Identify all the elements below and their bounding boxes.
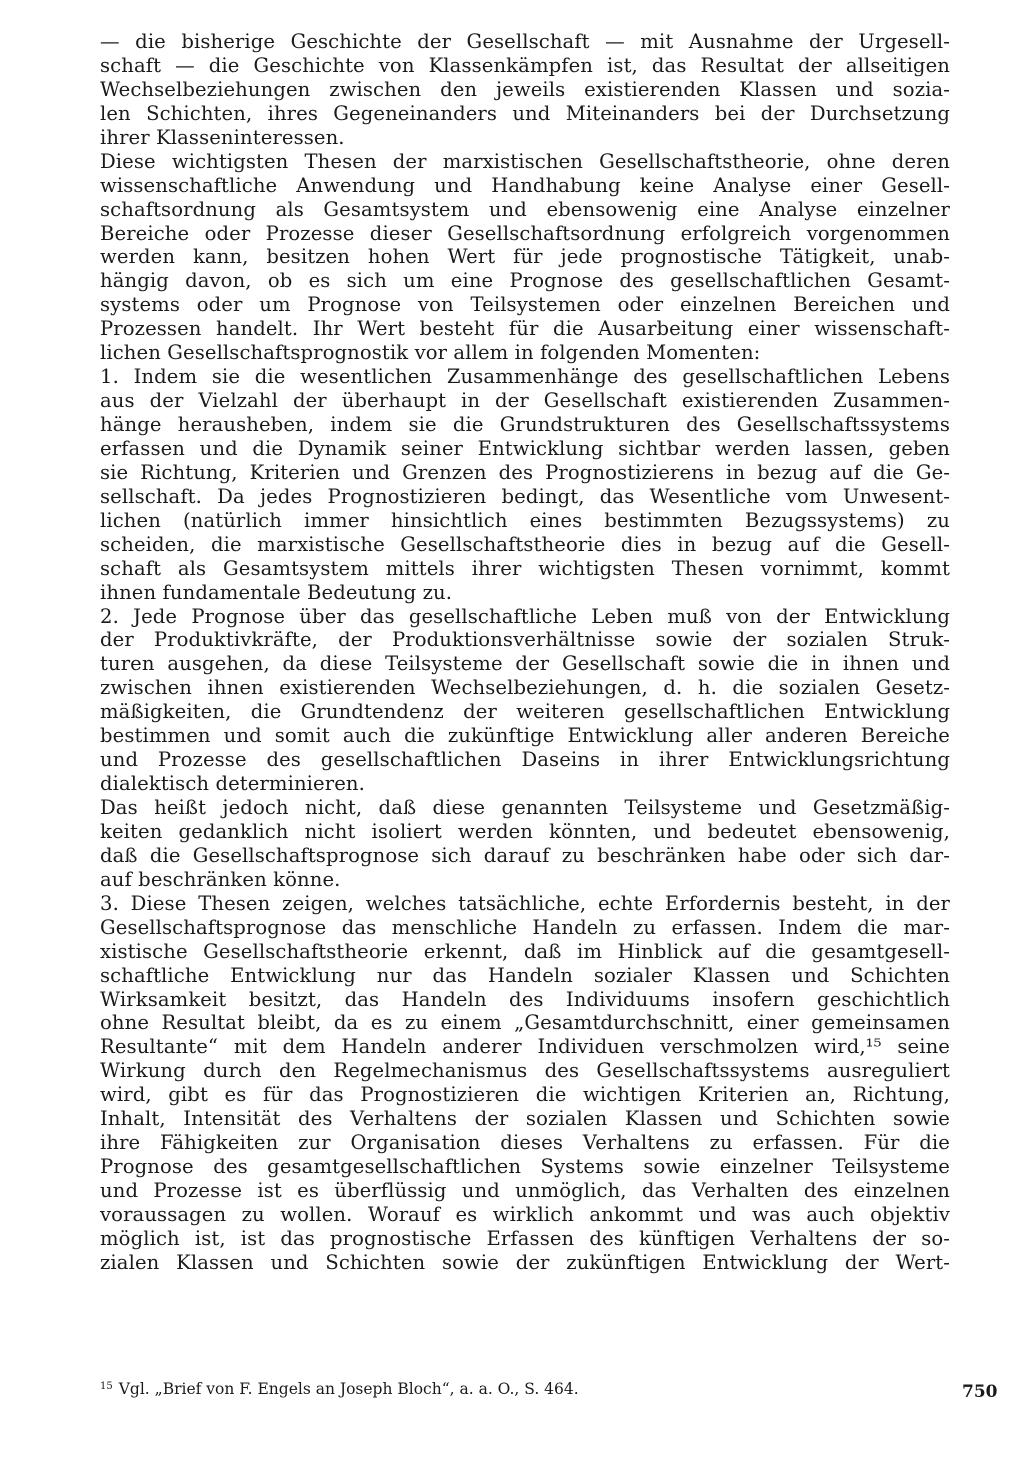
- text-line: turen ausgehen, da diese Teilsysteme der Gesellschaft sowie die in ihnen und: [100, 652, 950, 676]
- text-line: Wirksamkeit besitzt, das Handeln des Individuums insofern geschichtlich: [100, 987, 950, 1011]
- text-line: schaft als Gesamtsystem mittels ihrer wichtigsten Thesen vornimmt, kommt: [100, 556, 950, 580]
- text-line: lichen Gesellschaftsprognostik vor allem in folgenden Momenten:: [100, 341, 761, 365]
- text-line: voraussagen zu wollen. Worauf es wirklich ankommt und was auch objektiv: [100, 1202, 950, 1226]
- text-line: der Produktivkräfte, der Produktionsverhältnisse sowie der sozialen Struk-: [100, 628, 950, 652]
- text-line: scheiden, die marxistische Gesellschaftstheorie dies in bezug auf die Gesell-: [100, 532, 950, 556]
- body-text: [100, 30, 950, 1275]
- text-line: sie Richtung, Kriterien und Grenzen des Prognostizierens in bezug auf die Ge-: [100, 460, 950, 484]
- text-line: Diese wichtigsten Thesen der marxistischen Gesellschaftstheorie, ohne deren: [100, 149, 950, 173]
- text-line: 1. Indem sie die wesentlichen Zusammenhänge des gesellschaftlichen Lebens: [100, 365, 950, 389]
- text-line: lichen (natürlich immer hinsichtlich eines bestimmten Bezugssystems) zu: [100, 508, 950, 532]
- text-line: bestimmen und somit auch die zukünftige Entwicklung aller anderen Bereiche: [100, 724, 950, 748]
- text-line: xistische Gesellschaftstheorie erkennt, daß im Hinblick auf die gesamtgesell-: [100, 939, 950, 963]
- text-line: Wechselbeziehungen zwischen den jeweils existierenden Klassen und sozia-: [100, 77, 950, 101]
- text-line: hänge herausheben, indem sie die Grundstrukturen des Gesellschaftssystems: [100, 413, 950, 436]
- text-line: aus der Vielzahl der überhaupt in der Gesellschaft existierenden Zusammen-: [100, 389, 950, 413]
- text-line: und Prozesse ist es überflüssig und unmöglich, das Verhalten des einzelnen: [100, 1179, 950, 1202]
- text-line: 2. Jede Prognose über das gesellschaftliche Leben muß von der Entwicklung: [100, 604, 950, 628]
- text-line: Gesellschaftsprognose das menschliche Handeln zu erfassen. Indem die mar-: [100, 915, 950, 939]
- footnote: [100, 1380, 579, 1398]
- text-line: Bereiche oder Prozesse dieser Gesellschaftsordnung erfolgreich vorgenommen: [100, 221, 950, 245]
- text-line: systems oder um Prognose von Teilsystemen oder einzelnen Bereichen und: [100, 293, 950, 317]
- text-line: mäßigkeiten, die Grundtendenz der weiteren gesellschaftlichen Entwicklung: [100, 700, 950, 724]
- text-line: dialektisch determinieren.: [100, 772, 365, 796]
- text-line: 3. Diese Thesen zeigen, welches tatsächliche, echte Erfordernis besteht, in der: [100, 891, 950, 915]
- text-line: keiten gedanklich nicht isoliert werden könnten, und bedeutet ebensowenig,: [100, 819, 950, 843]
- text-line: werden kann, besitzen hohen Wert für jede prognostische Tätigkeit, unab-: [100, 245, 950, 269]
- page-number: 750: [962, 1382, 998, 1402]
- text-line: zialen Klassen und Schichten sowie der zukünftigen Entwicklung der Wert-: [100, 1250, 950, 1274]
- text-line: ihre Fähigkeiten zur Organisation dieses Verhaltens zu erfassen. Für die: [100, 1131, 950, 1155]
- text-line: schaftsordnung als Gesamtsystem und ebensowenig eine Analyse einzelner: [100, 197, 950, 221]
- text-line: wird, gibt es für das Prognostizieren die wichtigen Kriterien an, Richtung,: [100, 1083, 950, 1107]
- text-line: hängig davon, ob es sich um eine Prognose des gesellschaftlichen Gesamt-: [100, 269, 950, 293]
- text-line: schaft — die Geschichte von Klassenkämpfen ist, das Resultat der allseitigen: [100, 53, 950, 77]
- text-line: daß die Gesellschaftsprognose sich darauf zu beschränken habe oder sich dar-: [100, 843, 950, 867]
- text-line: Wirkung durch den Regelmechanismus des Gesellschaftssystems ausreguliert: [100, 1059, 950, 1083]
- text-line: Das heißt jedoch nicht, daß diese genannten Teilsysteme und Gesetzmäßig-: [100, 796, 950, 819]
- text-line: Prognose des gesamtgesellschaftlichen Systems sowie einzelner Teilsysteme: [100, 1155, 950, 1179]
- text-line: Resultante“ mit dem Handeln anderer Individuen verschmolzen wird,¹⁵ seine: [100, 1035, 950, 1059]
- footnote-number: 15: [100, 1381, 113, 1392]
- text-line: ihnen fundamentale Bedeutung zu.: [100, 580, 453, 604]
- text-line: Prozessen handelt. Ihr Wert besteht für die Ausarbeitung einer wissenschaft-: [100, 317, 950, 341]
- text-line: wissenschaftliche Anwendung und Handhabung keine Analyse einer Gesell-: [100, 173, 950, 197]
- text-line: Inhalt, Intensität des Verhaltens der sozialen Klassen und Schichten sowie: [100, 1107, 950, 1131]
- text-line: und Prozesse des gesellschaftlichen Daseins in ihrer Entwicklungsrichtung: [100, 748, 950, 772]
- text-line: schaftliche Entwicklung nur das Handeln sozialer Klassen und Schichten: [100, 963, 950, 987]
- footnote-text: Vgl. „Brief von F. Engels an Joseph Bloch“, a. a. O., S. 464.: [118, 1380, 579, 1398]
- text-line: auf beschränken könne.: [100, 867, 341, 891]
- text-line: ohne Resultat bleibt, da es zu einem „Gesamtdurchschnitt, einer gemeinsamen: [100, 1011, 950, 1035]
- text-line: möglich ist, ist das prognostische Erfassen des künftigen Verhaltens der so-: [100, 1226, 950, 1250]
- text-line: len Schichten, ihres Gegeneinanders und Miteinanders bei der Durchsetzung: [100, 101, 950, 125]
- text-line: zwischen ihnen existierenden Wechselbeziehungen, d. h. die sozialen Gesetz-: [100, 676, 950, 700]
- text-line: sellschaft. Da jedes Prognostizieren bedingt, das Wesentliche vom Unwesent-: [100, 484, 950, 508]
- text-line: — die bisherige Geschichte der Gesellschaft — mit Ausnahme der Urgesell-: [100, 30, 950, 53]
- text-line: erfassen und die Dynamik seiner Entwicklung sichtbar werden lassen, geben: [100, 436, 950, 460]
- text-line: ihrer Klasseninteressen.: [100, 125, 345, 149]
